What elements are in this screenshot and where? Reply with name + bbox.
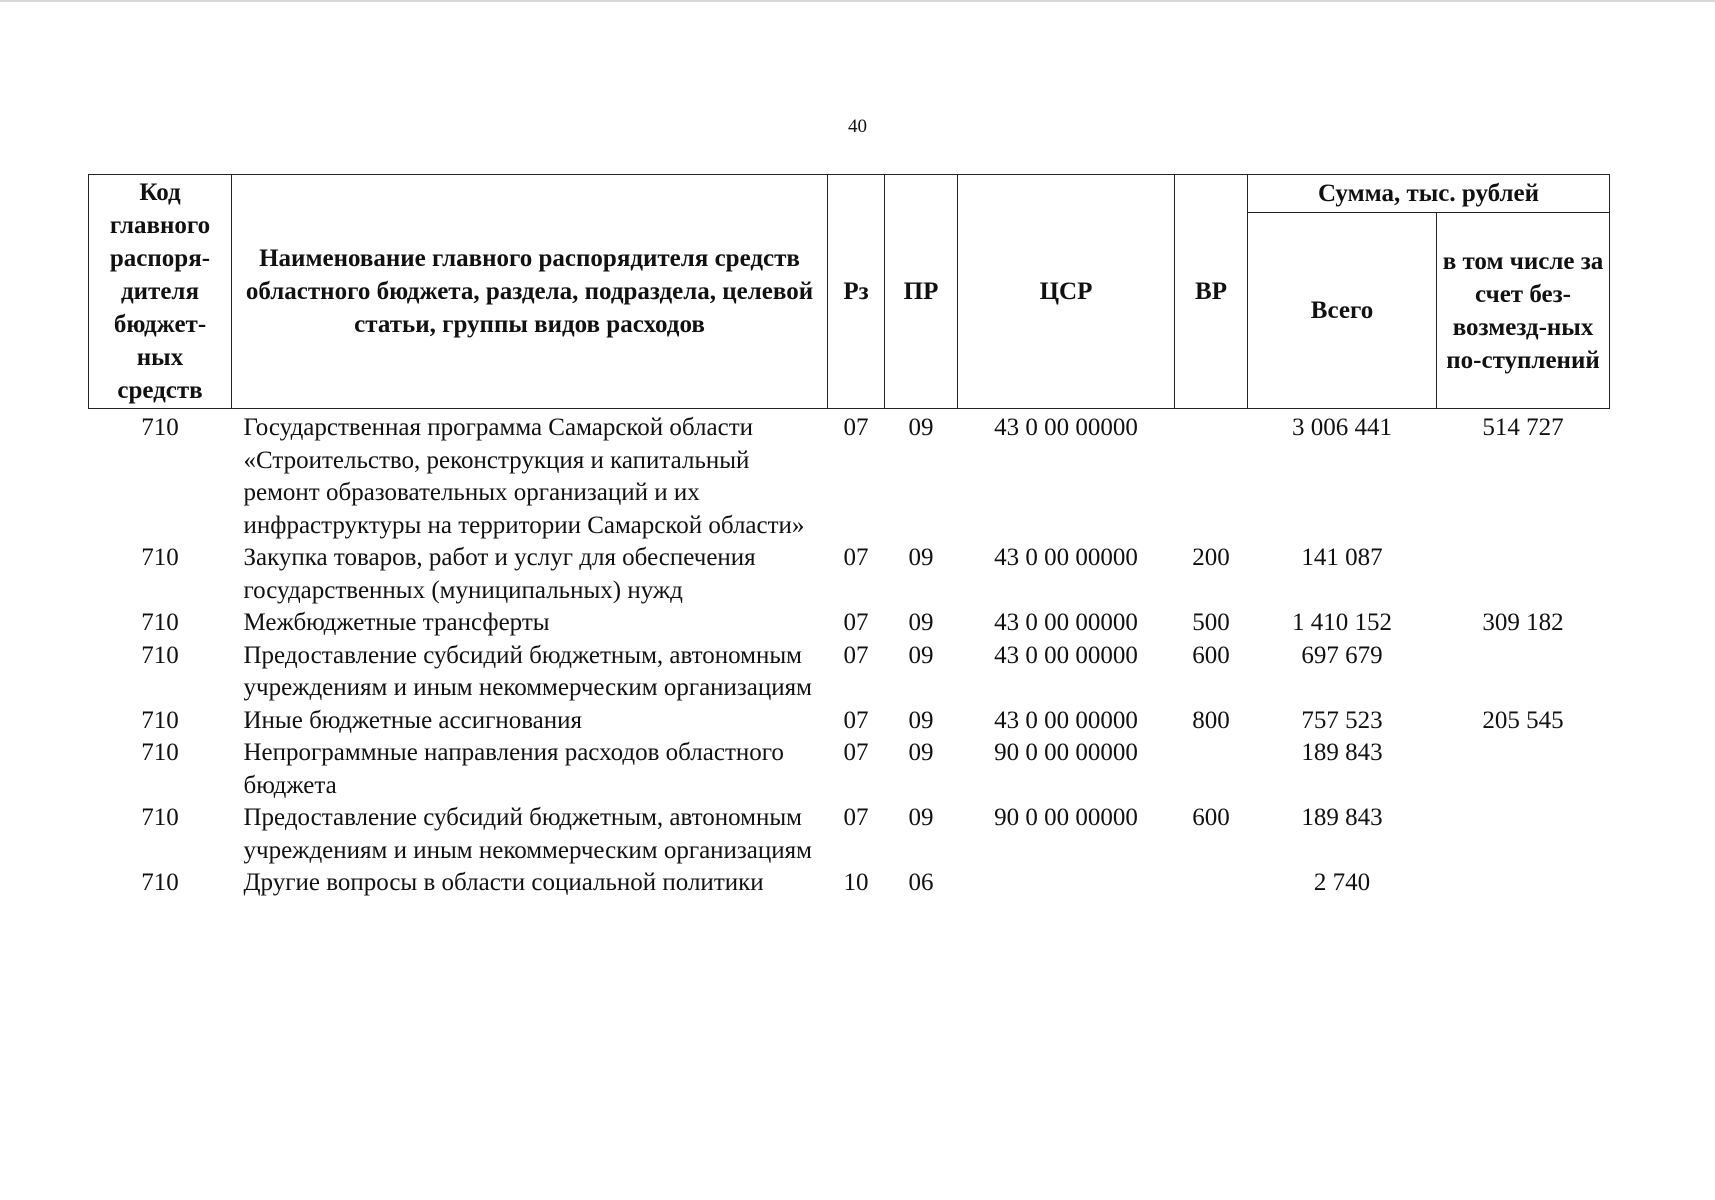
cell-vr: 500 xyxy=(1192,609,1230,636)
cell-total: 141 087 xyxy=(1301,544,1383,571)
cell-code: 710 xyxy=(141,869,179,896)
table-row xyxy=(89,640,1610,705)
header-vr: ВР xyxy=(1175,175,1248,409)
table-row xyxy=(89,737,1610,802)
cell-pr: 09 xyxy=(908,739,934,766)
cell-free xyxy=(1437,737,1610,802)
cell-vr: 600 xyxy=(1192,641,1230,669)
cell-free: 205 545 xyxy=(1482,706,1564,734)
cell-code: 710 xyxy=(141,609,179,636)
cell-pr: 06 xyxy=(908,869,934,896)
cell-vr xyxy=(1175,737,1248,802)
cell-rz: 07 xyxy=(843,706,869,734)
cell-total: 189 843 xyxy=(1301,739,1383,766)
header-code: Код главного распоря-дителя бюджет-ных средств xyxy=(89,175,232,409)
cell-csr: 43 0 00 00000 xyxy=(994,414,1138,441)
cell-rz: 07 xyxy=(843,739,869,766)
cell-total: 189 843 xyxy=(1301,804,1383,831)
cell-vr: 200 xyxy=(1192,544,1230,571)
cell-free: 514 727 xyxy=(1482,414,1564,441)
header-pr: ПР xyxy=(885,175,958,409)
cell-csr: 43 0 00 00000 xyxy=(994,544,1138,571)
cell-vr xyxy=(1175,867,1248,900)
cell-total: 757 523 xyxy=(1301,706,1383,734)
table-header xyxy=(89,175,1610,409)
cell-pr: 09 xyxy=(908,609,934,636)
cell-rz: 10 xyxy=(843,869,869,896)
cell-name: Непрограммные направления расходов областного бюджета xyxy=(243,739,784,799)
cell-name: Предоставление субсидий бюджетным, автономным учреждениям и иным некоммерческим организациям xyxy=(243,641,812,701)
cell-code: 710 xyxy=(141,739,179,766)
table-row xyxy=(89,867,1610,900)
header-name: Наименование главного распорядителя средств областного бюджета, раздела, подраздела, целевой статьи, группы видов расходов xyxy=(232,175,828,409)
cell-csr: 43 0 00 00000 xyxy=(994,641,1138,669)
cell-name: Другие вопросы в области социальной политики xyxy=(243,869,764,896)
cell-name: Предоставление субсидий бюджетным, автономным учреждениям и иным некоммерческим организациям xyxy=(243,804,812,864)
header-sum: Сумма, тыс. рублей xyxy=(1248,175,1610,213)
cell-total: 3 006 441 xyxy=(1292,414,1392,441)
cell-free xyxy=(1437,802,1610,867)
cell-vr xyxy=(1175,409,1248,543)
cell-pr: 09 xyxy=(908,804,934,831)
cell-vr: 600 xyxy=(1192,804,1230,831)
cell-pr: 09 xyxy=(908,706,934,734)
cell-pr: 09 xyxy=(908,641,934,669)
budget-table xyxy=(88,174,1610,900)
header-total: Всего xyxy=(1248,213,1437,409)
cell-csr xyxy=(958,867,1175,900)
cell-name: Иные бюджетные ассигнования xyxy=(243,706,583,734)
cell-csr: 43 0 00 00000 xyxy=(994,706,1138,734)
cell-free xyxy=(1437,640,1610,705)
cell-free xyxy=(1437,867,1610,900)
cell-name: Закупка товаров, работ и услуг для обеспечения государственных (муниципальных) нужд xyxy=(243,544,756,604)
cell-code: 710 xyxy=(141,414,179,441)
cell-free: 309 182 xyxy=(1482,609,1564,636)
table-row xyxy=(89,542,1610,607)
table-body xyxy=(89,409,1610,900)
cell-rz: 07 xyxy=(843,609,869,636)
header-free: в том числе за счет без-возмезд-ных по-ступлений xyxy=(1437,213,1610,409)
cell-csr: 90 0 00 00000 xyxy=(994,804,1138,831)
cell-free xyxy=(1437,542,1610,607)
cell-rz: 07 xyxy=(843,414,869,441)
cell-pr: 09 xyxy=(908,544,934,571)
cell-code: 710 xyxy=(141,544,179,571)
cell-total: 2 740 xyxy=(1313,869,1371,896)
cell-rz: 07 xyxy=(843,544,869,571)
table-row xyxy=(89,409,1610,543)
cell-code: 710 xyxy=(141,804,179,831)
cell-code: 710 xyxy=(141,706,179,734)
cell-rz: 07 xyxy=(843,641,869,669)
table-row xyxy=(89,705,1610,738)
header-csr: ЦСР xyxy=(958,175,1175,409)
cell-pr: 09 xyxy=(908,414,934,441)
cell-vr: 800 xyxy=(1192,706,1230,734)
top-rule xyxy=(0,0,1715,2)
cell-csr: 43 0 00 00000 xyxy=(994,609,1138,636)
cell-code: 710 xyxy=(141,641,179,669)
cell-name: Межбюджетные трансферты xyxy=(243,609,550,636)
cell-total: 697 679 xyxy=(1301,641,1383,669)
cell-rz: 07 xyxy=(843,804,869,831)
cell-name: Государственная программа Самарской области «Строительство, реконструкция и капитальный ремонт образовательных организаций и их инфраструктуры на территории Самарской области» xyxy=(243,414,805,539)
cell-total: 1 410 152 xyxy=(1292,609,1392,636)
table-row xyxy=(89,607,1610,640)
table-row xyxy=(89,802,1610,867)
header-rz: Рз xyxy=(828,175,885,409)
cell-csr: 90 0 00 00000 xyxy=(994,739,1138,766)
page-number: 40 xyxy=(848,116,867,137)
